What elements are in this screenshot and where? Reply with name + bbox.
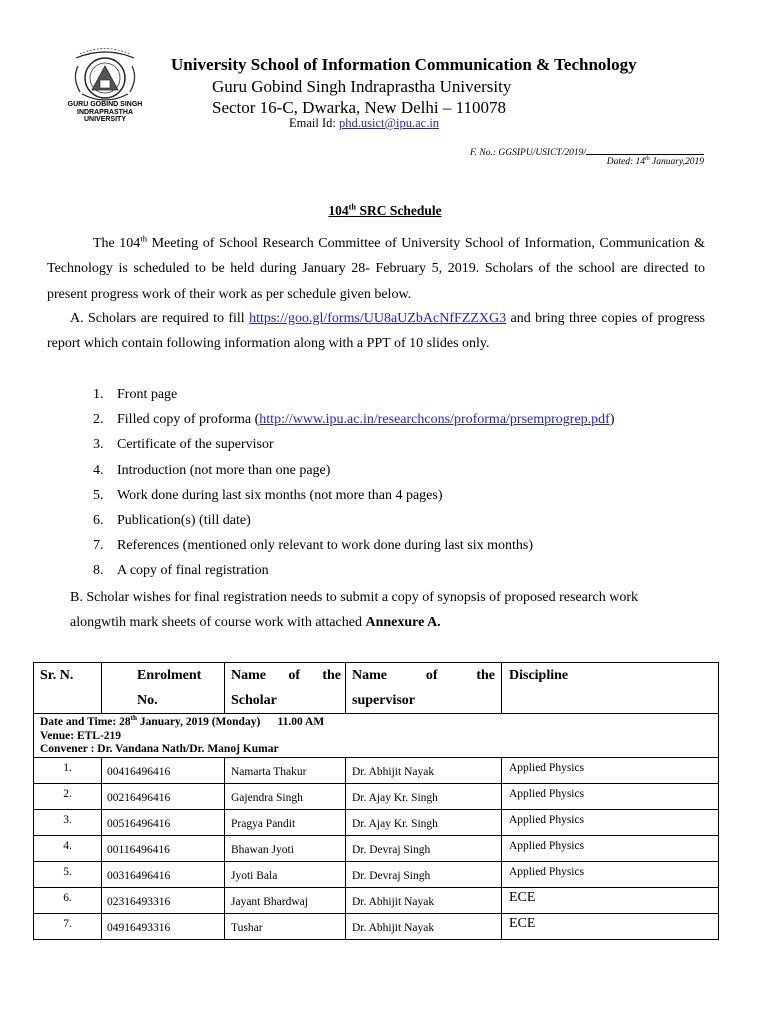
cell-text: Jyoti Bala (231, 869, 278, 882)
header-word: the (322, 668, 341, 683)
cell-discipline (502, 861, 719, 887)
list-item-text: Filled copy of proforma ( (117, 412, 260, 428)
proforma-link[interactable]: http://www.ipu.ac.in/researchcons/proforma/prsemprogrep.pdf (259, 412, 610, 428)
intro-pre: The 104 (93, 236, 141, 251)
cell-enrolment (102, 783, 225, 809)
page-title (0, 203, 770, 219)
list-item (93, 508, 615, 533)
email-link[interactable]: phd.usict@ipu.ac.in (339, 116, 440, 130)
list-item (93, 483, 615, 508)
cell-enrolment (102, 913, 225, 939)
table-row (34, 783, 719, 809)
cell-text: Applied Physics (509, 865, 585, 878)
title-number: 104 (328, 203, 349, 218)
cell-text: 5. (63, 865, 72, 878)
header-word: Name (352, 668, 387, 683)
list-item-text: References (mentioned only relevant to work done during last six months) (117, 538, 534, 554)
cell-text: 2. (63, 787, 72, 800)
session-info-row (34, 714, 719, 758)
cell-text: Dr. Abhijit Nayak (352, 921, 435, 934)
cell-text: Dr. Abhijit Nayak (352, 895, 435, 908)
date-suffix: January,2019 (649, 157, 704, 167)
list-item-number: 5. (93, 487, 104, 503)
header-word: supervisor (352, 693, 415, 708)
list-item (93, 558, 615, 583)
header-scholar-name (225, 663, 346, 714)
cell-text: Namarta Thakur (231, 765, 307, 778)
point-b-paragraph (47, 585, 705, 636)
cell-sr (34, 757, 102, 783)
file-number-text: F. No.: GGSIPU/USICT/2019/ (470, 148, 586, 158)
cell-text: Dr. Devraj Singh (352, 843, 431, 856)
cell-discipline (502, 835, 719, 861)
list-item (93, 458, 615, 483)
title-text: SRC Schedule (356, 203, 442, 218)
list-item-number: 8. (93, 563, 104, 579)
header-word: of (425, 668, 438, 683)
session-date (40, 716, 712, 730)
list-item-number: 2. (93, 412, 104, 428)
cell-supervisor (346, 835, 502, 861)
session-date-post: January, 2019 (Monday) 11.00 AM (136, 716, 325, 728)
cell-text: Tushar (231, 921, 263, 934)
header-discipline: Discipline (502, 663, 719, 714)
list-item-number: 1. (93, 387, 104, 402)
list-item-text: Certificate of the supervisor (117, 437, 274, 453)
cell-text: ECE (509, 915, 536, 931)
point-a-post: and bring three copies of progress report which contain following information along with a PPT of 10 slides only. (47, 311, 706, 352)
cell-enrolment (102, 887, 225, 913)
cell-text: 02316493316 (107, 895, 171, 908)
header-word: Name (231, 668, 266, 683)
cell-sr (34, 913, 102, 939)
date-prefix: Dated: 14 (606, 157, 646, 167)
cell-text: 6. (63, 891, 72, 904)
cell-text: Applied Physics (509, 813, 585, 826)
cell-text: 00416496416 (107, 765, 171, 778)
date-line (607, 157, 704, 167)
cell-text: 00116496416 (107, 843, 170, 856)
point-b-line: B. Scholar wishes for final registration needs to submit a copy of synopsis of proposed research work (70, 590, 639, 605)
table-header-row (34, 663, 719, 714)
cell-text: Dr. Devraj Singh (352, 869, 431, 882)
cell-supervisor (346, 783, 502, 809)
university-name: Guru Gobind Singh Indraprastha University (212, 77, 512, 96)
header-word: Scholar (231, 693, 277, 708)
school-title: University School of Information Communication & Technology (171, 55, 637, 74)
header-word: the (476, 668, 495, 683)
cell-scholar (225, 913, 346, 939)
cell-text: Jayant Bhardwaj (231, 895, 308, 908)
header-sr: Sr. N. (34, 663, 102, 714)
university-address: Sector 16-C, Dwarka, New Delhi – 110078 (212, 98, 506, 117)
annexure-label: Annexure A. (365, 615, 441, 631)
list-item (93, 432, 615, 457)
cell-discipline (502, 757, 719, 783)
cell-sr (34, 861, 102, 887)
cell-sr (34, 835, 102, 861)
cell-scholar (225, 887, 346, 913)
cell-text: 7. (63, 917, 72, 930)
cell-text: 00316496416 (107, 869, 171, 882)
cell-sr (34, 783, 102, 809)
table-row (34, 835, 719, 861)
session-info (34, 714, 719, 758)
cell-supervisor (346, 809, 502, 835)
cell-enrolment (102, 809, 225, 835)
cell-text: Dr. Ajay Kr. Singh (352, 817, 438, 830)
cell-scholar (225, 835, 346, 861)
cell-scholar (225, 861, 346, 887)
cell-supervisor (346, 757, 502, 783)
table-row (34, 887, 719, 913)
cell-text: Pragya Pandit (231, 817, 296, 830)
logo-caption-line: GURU GOBIND SINGH (67, 101, 143, 108)
cell-text: Bhawan Jyoti (231, 843, 294, 856)
list-item-text: Front page (117, 387, 178, 402)
session-date-sup: th (130, 714, 137, 723)
table-row (34, 809, 719, 835)
cell-text: 3. (63, 813, 72, 826)
cell-text: 1. (63, 761, 72, 774)
list-item-number: 4. (93, 462, 104, 478)
cell-enrolment (102, 757, 225, 783)
cell-text: Applied Physics (509, 839, 585, 852)
cell-text: Applied Physics (509, 787, 585, 800)
cell-sr (34, 809, 102, 835)
point-b-text: alongwtih mark sheets of course work with attached (70, 615, 366, 631)
list-item-number: 7. (93, 538, 104, 554)
cell-text: 4. (63, 839, 72, 852)
table-row (34, 913, 719, 939)
list-item-number: 6. (93, 512, 104, 528)
cell-discipline (502, 887, 719, 913)
intro-paragraph (47, 231, 705, 307)
intro-sup: th (140, 233, 148, 244)
session-convener: Convener : Dr. Vandana Nath/Dr. Manoj Kumar (40, 743, 279, 755)
list-item-text: Publication(s) (till date) (117, 512, 251, 528)
file-number-blank (586, 145, 704, 155)
session-venue: Venue: ETL-219 (40, 729, 122, 742)
cell-text: 00216496416 (107, 791, 171, 804)
list-item-text: A copy of final registration (117, 563, 269, 579)
cell-enrolment (102, 861, 225, 887)
logo-caption-line: INDRAPRASTHA (77, 108, 133, 116)
cell-enrolment (102, 835, 225, 861)
date-sup: th (645, 155, 650, 162)
email-label: Email Id: (289, 116, 339, 130)
list-item (93, 407, 615, 432)
cell-supervisor (346, 913, 502, 939)
header-supervisor (346, 663, 502, 714)
list-item-number: 3. (93, 437, 104, 453)
list-item-text: Work done during last six months (not more than 4 pages) (117, 487, 443, 503)
table-row (34, 861, 719, 887)
form-link[interactable]: https://goo.gl/forms/UU8aUZbAcNfFZZXG3 (249, 311, 507, 326)
point-a-pre: A. Scholars are required to fill (70, 311, 250, 326)
point-a-paragraph (47, 306, 705, 357)
list-item-text-after: ) (609, 412, 615, 428)
title-sup: th (348, 202, 357, 212)
list-item (93, 533, 615, 558)
cell-text: Dr. Ajay Kr. Singh (352, 791, 438, 804)
header-word: of (288, 668, 300, 683)
cell-scholar (225, 783, 346, 809)
header-enrolment: Enrolment No. (102, 663, 225, 714)
list-item-text: Introduction (not more than one page) (117, 462, 331, 478)
cell-supervisor (346, 887, 502, 913)
cell-discipline (502, 913, 719, 939)
cell-discipline (502, 809, 719, 835)
cell-scholar (225, 757, 346, 783)
cell-discipline (502, 783, 719, 809)
cell-supervisor (346, 861, 502, 887)
cell-text: 00516496416 (107, 817, 171, 830)
cell-text: ECE (509, 889, 536, 905)
cell-text: Applied Physics (509, 761, 585, 774)
cell-text: Gajendra Singh (231, 791, 303, 804)
cell-scholar (225, 809, 346, 835)
email-line (289, 116, 439, 131)
cell-sr (34, 887, 102, 913)
table-row (34, 757, 719, 783)
requirements-list (93, 382, 615, 584)
logo-caption (52, 101, 158, 124)
intro-body: Meeting of School Research Committee of University School of Information, Communication & Technology is scheduled to be held during January 28- February 5, 2019. Scholars of the school are directed to present progress work of their work as per schedule given below. (47, 236, 706, 302)
point-b-line (47, 610, 705, 635)
schedule-table (33, 662, 719, 940)
cell-text: Dr. Abhijit Nayak (352, 765, 435, 778)
list-item (93, 382, 615, 407)
logo-caption-line: UNIVERSITY (83, 116, 126, 123)
session-date-pre: Date and Time: 28 (40, 716, 131, 728)
cell-text: 04916493316 (107, 921, 171, 934)
